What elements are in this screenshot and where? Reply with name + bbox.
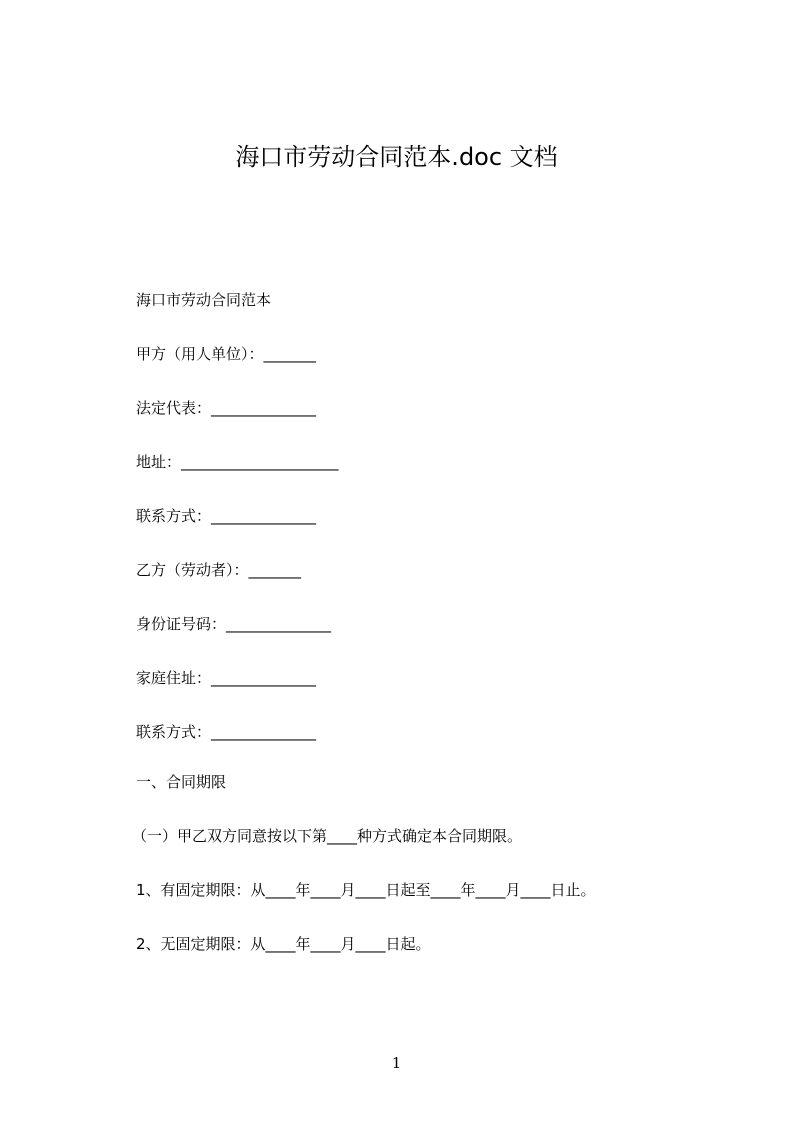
home-address-field: 家庭住址：______________ — [136, 669, 317, 687]
party-a-contact-field: 联系方式：______________ — [136, 507, 317, 525]
party-b-contact-field: 联系方式：______________ — [136, 723, 317, 741]
party-b-field: 乙方（劳动者）：_______ — [136, 561, 302, 579]
contract-heading: 海口市劳动合同范本 — [136, 291, 272, 309]
fixed-term-clause: 1、有固定期限：从____年____月____日起至____年____月____日止。 — [136, 881, 596, 899]
term-clause: （一）甲乙双方同意按以下第____种方式确定本合同期限。 — [132, 827, 523, 845]
address-field: 地址：_____________________ — [136, 453, 339, 471]
party-a-field: 甲方（用人单位）：_______ — [136, 345, 317, 363]
legal-representative-field: 法定代表：______________ — [136, 399, 317, 417]
id-number-field: 身份证号码：______________ — [136, 615, 332, 633]
page-number: 1 — [391, 1054, 402, 1072]
document-title: 海口市劳动合同范本.doc 文档 — [235, 143, 558, 171]
section-heading-term: 一、合同期限 — [136, 773, 227, 791]
open-term-clause: 2、无固定期限：从____年____月____日起。 — [136, 935, 431, 953]
